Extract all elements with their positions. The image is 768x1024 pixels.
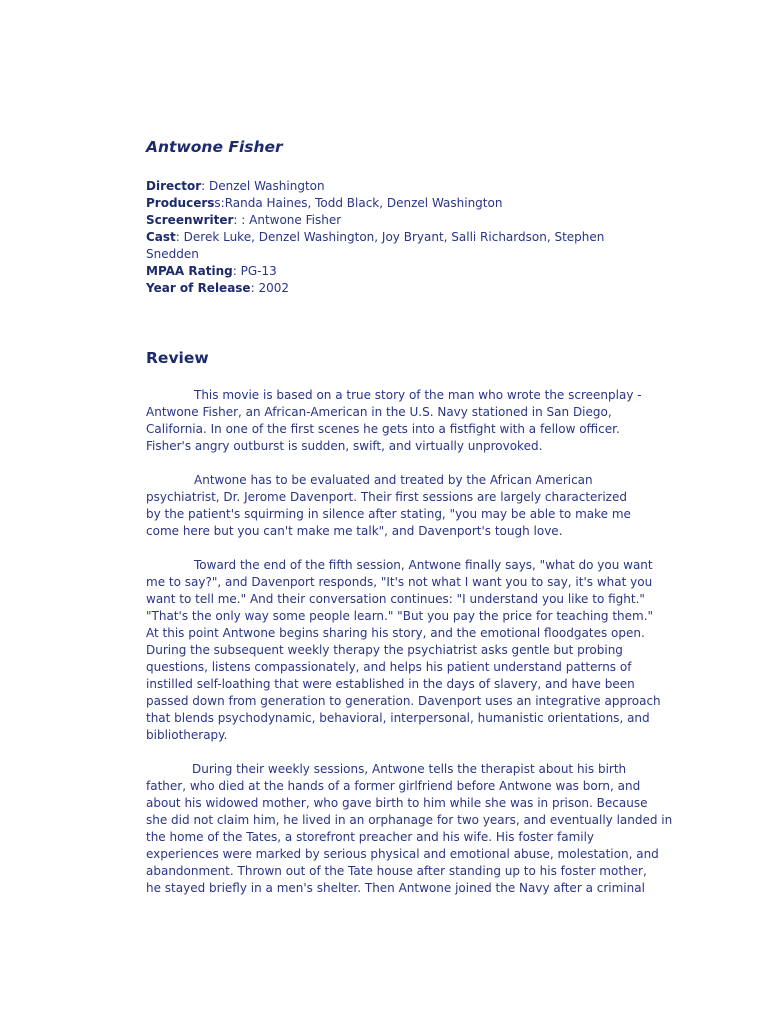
paragraph-line: passed down from generation to generation. Davenport uses an integrative approach	[146, 694, 661, 708]
paragraph-line: the home of the Tates, a storefront preacher and his wife. His foster family	[146, 830, 595, 844]
paragraph-line: "That's the only way some people learn." "But you pay the price for teaching them."	[146, 609, 654, 623]
paragraph-line: At this point Antwone begins sharing his story, and the emotional floodgates open.	[146, 626, 645, 640]
review-heading: Review	[146, 349, 209, 367]
credit-value: Randa Haines, Todd Black, Denzel Washington	[224, 196, 503, 210]
credit-label: Producers	[146, 196, 215, 210]
credits-block	[146, 178, 646, 297]
paragraph-line: about his widowed mother, who gave birth to him while she was in prison. Because	[146, 796, 648, 810]
credit-director	[146, 178, 646, 195]
paragraph-line: want to tell me." And their conversation continues: "I understand you like to fight."	[146, 592, 645, 606]
credit-separator: : :	[233, 213, 250, 227]
credit-separator: :	[201, 179, 210, 193]
credit-screenwriter	[146, 212, 646, 229]
paragraph-line: Antwone Fisher, an African-American in the U.S. Navy stationed in San Diego,	[146, 405, 612, 419]
paragraph-line: During their weekly sessions, Antwone tells the therapist about his birth	[192, 762, 627, 776]
credit-value: Denzel Washington	[209, 179, 325, 193]
credit-label: Year of Release	[146, 281, 251, 295]
review-paragraph-1	[146, 387, 656, 455]
credit-separator: :	[232, 264, 241, 278]
credit-value: Derek Luke, Denzel Washington, Joy Bryant, Salli Richardson, Stephen Snedden	[146, 230, 605, 261]
paragraph-line: This movie is based on a true story of the man who wrote the screenplay -	[194, 388, 642, 402]
paragraph-line: by the patient's squirming in silence after stating, "you may be able to make me	[146, 507, 631, 521]
review-paragraph-2	[146, 472, 656, 540]
paragraph-line: California. In one of the first scenes he gets into a fistfight with a fellow officer.	[146, 422, 620, 436]
paragraph-line: Toward the end of the fifth session, Antwone finally says, "what do you want	[194, 558, 653, 572]
credit-separator: s:	[214, 196, 225, 210]
paragraph-line: experiences were marked by serious physical and emotional abuse, molestation, and	[146, 847, 659, 861]
credit-cast	[146, 229, 646, 263]
review-paragraph-4	[146, 761, 673, 897]
credit-year-of-release	[146, 280, 646, 297]
credit-label: Cast	[146, 230, 176, 244]
paragraph-line: bibliotherapy.	[146, 728, 228, 742]
paragraph-line: that blends psychodynamic, behavioral, interpersonal, humanistic orientations, and	[146, 711, 650, 725]
paragraph-line: me to say?", and Davenport responds, "It's not what I want you to say, it's what you	[146, 575, 653, 589]
credit-separator: :	[250, 281, 259, 295]
paragraph-line: questions, listens compassionately, and helps his patient understand patterns of	[146, 660, 632, 674]
paragraph-line: he stayed briefly in a men's shelter. Then Antwone joined the Navy after a criminal	[146, 881, 645, 895]
paragraph-line: psychiatrist, Dr. Jerome Davenport. Their first sessions are largely characterized	[146, 490, 627, 504]
credit-mpaa-rating	[146, 263, 646, 280]
paragraph-line: abandonment. Thrown out of the Tate house after standing up to his foster mother,	[146, 864, 647, 878]
credit-label: Director	[146, 179, 202, 193]
credit-value: PG-13	[240, 264, 277, 278]
paragraph-line: instilled self-loathing that were established in the days of slavery, and have been	[146, 677, 635, 691]
paragraph-line: Antwone has to be evaluated and treated by the African American	[194, 473, 593, 487]
credit-producers	[146, 195, 646, 212]
credit-separator: :	[175, 230, 184, 244]
movie-title: Antwone Fisher	[146, 138, 283, 156]
review-body	[146, 387, 673, 914]
paragraph-line: she did not claim him, he lived in an orphanage for two years, and eventually landed in	[146, 813, 673, 827]
credit-label: MPAA Rating	[146, 264, 233, 278]
paragraph-line: father, who died at the hands of a former girlfriend before Antwone was born, and	[146, 779, 641, 793]
paragraph-line: come here but you can't make me talk", and Davenport's tough love.	[146, 524, 563, 538]
credit-label: Screenwriter	[146, 213, 234, 227]
credit-value: Antwone Fisher	[249, 213, 342, 227]
paragraph-line: During the subsequent weekly therapy the psychiatrist asks gentle but probing	[146, 643, 623, 657]
credit-value: 2002	[258, 281, 289, 295]
review-paragraph-3	[146, 557, 661, 744]
paragraph-line: Fisher's angry outburst is sudden, swift, and virtually unprovoked.	[146, 439, 543, 453]
